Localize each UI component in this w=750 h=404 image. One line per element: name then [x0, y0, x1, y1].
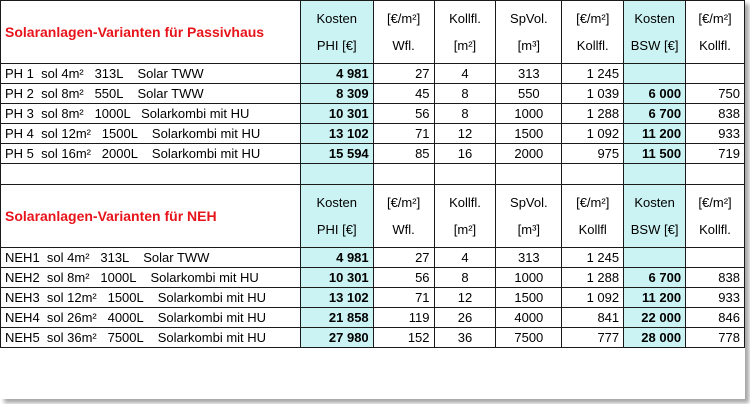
- cell-bsw-eur: 933: [686, 288, 745, 308]
- cell-wfl: 56: [373, 268, 434, 288]
- table-row: [1, 248, 745, 268]
- cell-spvol: 2000: [496, 144, 562, 164]
- neh-header-row: [1, 185, 745, 248]
- table-row: [1, 64, 745, 84]
- cell-wfl: 71: [373, 288, 434, 308]
- header-line: PHI [€]: [316, 38, 357, 53]
- cell-kosten-bsw: 11 200: [624, 124, 686, 144]
- table-row: [1, 124, 745, 144]
- cell-wfl: 119: [373, 308, 434, 328]
- neh-row-label: NEH2 sol 8m² 1000L Solarkombi mit HU: [1, 268, 301, 288]
- passivhaus-row-label: PH 1 sol 4m² 313L Solar TWW: [1, 64, 301, 84]
- cell-bsw-eur: 750: [686, 84, 745, 104]
- neh-header-kollfl-eur: [562, 185, 624, 248]
- header-line: [m²]: [453, 222, 477, 237]
- header-line: Kollfl.: [699, 38, 731, 53]
- cell-wfl: 27: [373, 64, 434, 84]
- passivhaus-header-wfl: [373, 1, 434, 64]
- cell-kosten-bsw: [624, 64, 686, 84]
- neh-row-label: NEH1 sol 4m² 313L Solar TWW: [1, 248, 301, 268]
- cell-kosten-phi: 13 102: [300, 288, 373, 308]
- neh-header-spvol: [496, 185, 562, 248]
- cell-bsw-eur: 933: [686, 124, 745, 144]
- cell-kosten-bsw: [624, 248, 686, 268]
- cell-bsw-eur: [686, 248, 745, 268]
- header-line: [€/m²]: [386, 195, 421, 210]
- neh-header-bsw-eur: [686, 185, 745, 248]
- cell-kosten-bsw: 6 000: [624, 84, 686, 104]
- cell-kollfl-eur: 1 245: [562, 248, 624, 268]
- cell-spvol: 1500: [496, 288, 562, 308]
- cell-kosten-bsw: 28 000: [624, 328, 686, 348]
- cell-bsw-eur: 838: [686, 104, 745, 124]
- cell-spvol: 313: [496, 64, 562, 84]
- passivhaus-header-kosten-phi: [300, 1, 373, 64]
- header-line: SpVol.: [510, 195, 548, 210]
- cell-spvol: 313: [496, 248, 562, 268]
- cell-kosten-phi: 10 301: [300, 268, 373, 288]
- header-line: Kollfl.: [449, 11, 481, 26]
- separator-cell: [624, 164, 686, 185]
- passivhaus-row-label: PH 5 sol 16m² 2000L Solarkombi mit HU: [1, 144, 301, 164]
- cell-kollfl-eur: 1 039: [562, 84, 624, 104]
- header-line: Wfl.: [392, 38, 415, 53]
- header-line: [€/m²]: [576, 195, 610, 210]
- cell-kollfl-eur: 1 288: [562, 268, 624, 288]
- header-line: Kosten: [316, 11, 357, 26]
- cell-kollfl: 8: [434, 104, 496, 124]
- passivhaus-header-bsw-eur: [686, 1, 745, 64]
- header-line: Wfl.: [392, 222, 415, 237]
- neh-title: Solaranlagen-Varianten für NEH: [1, 185, 301, 248]
- table-row: [1, 328, 745, 348]
- neh-header-wfl: [373, 185, 434, 248]
- header-line: Kollfl.: [449, 195, 481, 210]
- cell-kosten-phi: 10 301: [300, 104, 373, 124]
- cell-kollfl-eur: 1 092: [562, 288, 624, 308]
- separator-cell: [496, 164, 562, 185]
- header-line: PHI [€]: [316, 222, 357, 237]
- cell-kosten-phi: 4 981: [300, 248, 373, 268]
- table-row: [1, 308, 745, 328]
- header-line: [m³]: [517, 222, 541, 237]
- cell-wfl: 45: [373, 84, 434, 104]
- neh-row-label: NEH3 sol 12m² 1500L Solarkombi mit HU: [1, 288, 301, 308]
- cell-kollfl: 4: [434, 248, 496, 268]
- table-row: [1, 104, 745, 124]
- cell-bsw-eur: 719: [686, 144, 745, 164]
- cell-spvol: 1000: [496, 104, 562, 124]
- cell-kosten-bsw: 6 700: [624, 104, 686, 124]
- cell-kollfl-eur: 975: [562, 144, 624, 164]
- header-line: [€/m²]: [386, 11, 421, 26]
- passivhaus-row-label: PH 3 sol 8m² 1000L Solarkombi mit HU: [1, 104, 301, 124]
- cell-kosten-phi: 4 981: [300, 64, 373, 84]
- header-line: [m³]: [517, 38, 541, 53]
- cell-kosten-phi: 8 309: [300, 84, 373, 104]
- header-line: [€/m²]: [698, 195, 732, 210]
- cell-kosten-bsw: 6 700: [624, 268, 686, 288]
- passivhaus-header-kosten-bsw: [624, 1, 686, 64]
- separator-cell: [1, 164, 301, 185]
- cell-spvol: 1000: [496, 268, 562, 288]
- separator-cell: [373, 164, 434, 185]
- header-line: Kollfl.: [576, 38, 609, 53]
- section-separator: [1, 164, 745, 185]
- cell-kollfl: 4: [434, 64, 496, 84]
- cell-kollfl: 26: [434, 308, 496, 328]
- cell-spvol: 7500: [496, 328, 562, 348]
- separator-cell: [434, 164, 496, 185]
- neh-header-kosten-phi: [300, 185, 373, 248]
- cell-bsw-eur: [686, 64, 745, 84]
- cell-kollfl: 12: [434, 124, 496, 144]
- cell-kollfl-eur: 1 092: [562, 124, 624, 144]
- passivhaus-header-spvol: [496, 1, 562, 64]
- cell-wfl: 27: [373, 248, 434, 268]
- cell-spvol: 1500: [496, 124, 562, 144]
- separator-cell: [686, 164, 745, 185]
- cell-kollfl-eur: 841: [562, 308, 624, 328]
- cell-kollfl: 36: [434, 328, 496, 348]
- header-line: BSW [€]: [630, 222, 679, 237]
- passivhaus-title: Solaranlagen-Varianten für Passivhaus: [1, 1, 301, 64]
- passivhaus-header-row: [1, 1, 745, 64]
- header-line: Kosten: [316, 195, 357, 210]
- cell-bsw-eur: 846: [686, 308, 745, 328]
- header-line: BSW [€]: [630, 38, 679, 53]
- header-line: [m²]: [453, 38, 477, 53]
- header-line: [€/m²]: [576, 11, 610, 26]
- cell-kollfl: 12: [434, 288, 496, 308]
- header-line: SpVol.: [510, 11, 548, 26]
- header-line: Kosten: [634, 195, 675, 210]
- cell-wfl: 152: [373, 328, 434, 348]
- table-row: [1, 288, 745, 308]
- header-line: Kollfl: [578, 222, 607, 237]
- cell-wfl: 85: [373, 144, 434, 164]
- passivhaus-header-kollfl-eur: [562, 1, 624, 64]
- cell-bsw-eur: 838: [686, 268, 745, 288]
- cell-kosten-bsw: 11 200: [624, 288, 686, 308]
- neh-header-kosten-bsw: [624, 185, 686, 248]
- cell-kosten-phi: 13 102: [300, 124, 373, 144]
- neh-row-label: NEH4 sol 26m² 4000L Solarkombi mit HU: [1, 308, 301, 328]
- cell-wfl: 71: [373, 124, 434, 144]
- cell-kollfl: 8: [434, 268, 496, 288]
- cell-kollfl: 8: [434, 84, 496, 104]
- table-row: [1, 268, 745, 288]
- cell-kollfl-eur: 1 245: [562, 64, 624, 84]
- cell-kosten-phi: 27 980: [300, 328, 373, 348]
- cell-kollfl: 16: [434, 144, 496, 164]
- cell-bsw-eur: 778: [686, 328, 745, 348]
- passivhaus-header-kollfl: [434, 1, 496, 64]
- separator-cell: [562, 164, 624, 185]
- separator-cell: [300, 164, 373, 185]
- table-row: [1, 84, 745, 104]
- neh-row-label: NEH5 sol 36m² 7500L Solarkombi mit HU: [1, 328, 301, 348]
- header-line: Kosten: [634, 11, 675, 26]
- cell-wfl: 56: [373, 104, 434, 124]
- neh-header-kollfl: [434, 185, 496, 248]
- cell-kosten-bsw: 22 000: [624, 308, 686, 328]
- passivhaus-row-label: PH 2 sol 8m² 550L Solar TWW: [1, 84, 301, 104]
- cell-kollfl-eur: 777: [562, 328, 624, 348]
- table-row: [1, 144, 745, 164]
- header-line: [€/m²]: [698, 11, 732, 26]
- cell-spvol: 550: [496, 84, 562, 104]
- cell-kosten-bsw: 11 500: [624, 144, 686, 164]
- cell-spvol: 4000: [496, 308, 562, 328]
- cell-kosten-phi: 15 594: [300, 144, 373, 164]
- header-line: Kollfl.: [699, 222, 731, 237]
- cell-kosten-phi: 21 858: [300, 308, 373, 328]
- passivhaus-row-label: PH 4 sol 12m² 1500L Solarkombi mit HU: [1, 124, 301, 144]
- cell-kollfl-eur: 1 288: [562, 104, 624, 124]
